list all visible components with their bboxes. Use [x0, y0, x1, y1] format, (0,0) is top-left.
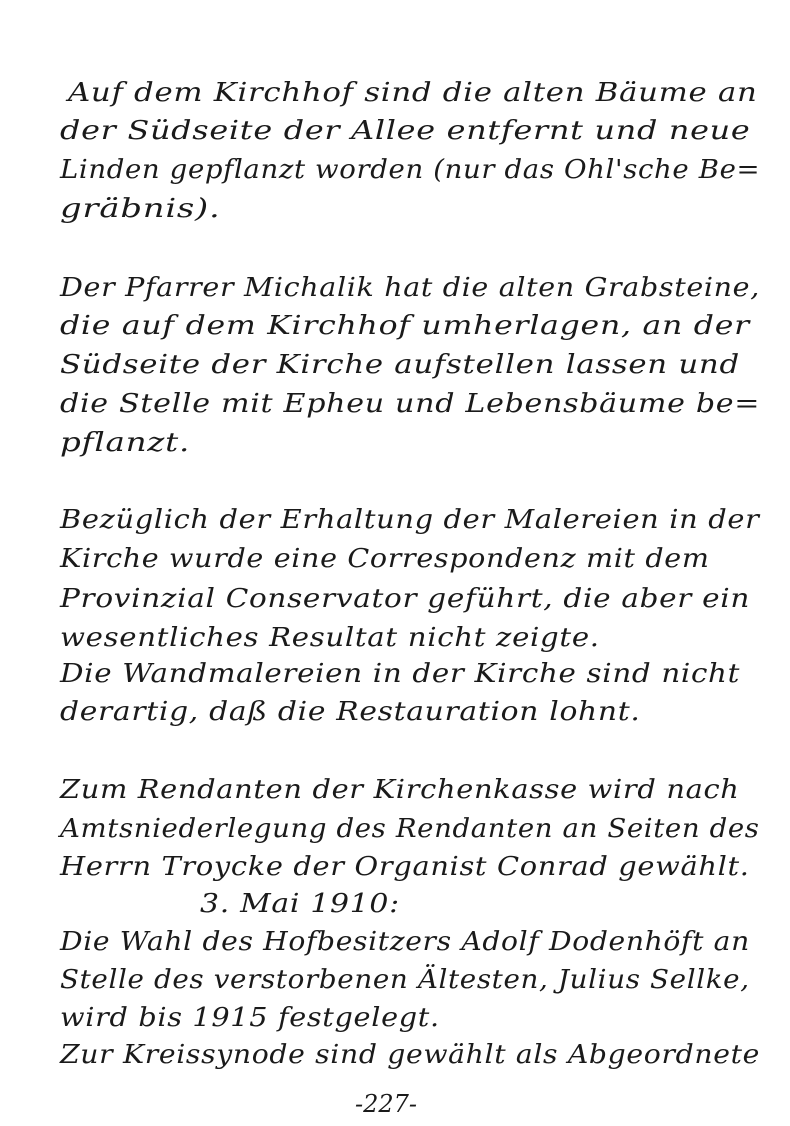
text-line: Südseite der Kirche aufstellen lassen und: [60, 350, 740, 380]
page-number: -227-: [355, 1090, 418, 1118]
text-line: der Südseite der Allee entfernt und neue: [60, 116, 751, 146]
text-line: wesentliches Resultat nicht zeigte.: [60, 623, 600, 653]
text-line: die auf dem Kirchhof umherlagen, an der: [60, 311, 750, 341]
text-line: 3. Mai 1910:: [200, 889, 400, 919]
text-line: Der Pfarrer Michalik hat die alten Grabsteine,: [60, 273, 760, 303]
text-line: wird bis 1915 festgelegt.: [60, 1003, 440, 1033]
text-line: Kirche wurde eine Correspondenz mit dem: [60, 544, 710, 574]
text-line: pflanzt.: [60, 428, 191, 458]
text-line: Auf dem Kirchhof sind die alten Bäume an: [68, 78, 758, 108]
text-line: Amtsniederlegung des Rendanten an Seiten des: [60, 814, 760, 844]
text-line: Herrn Troycke der Organist Conrad gewählt.: [60, 852, 750, 882]
text-line: Linden gepflanzt worden (nur das Ohl'sche Be=: [60, 155, 761, 185]
text-line: Provinzial Conservator geführt, die aber ein: [60, 584, 751, 614]
text-line: derartig, daß die Restauration lohnt.: [60, 697, 641, 727]
text-line: Zum Rendanten der Kirchenkasse wird nach: [60, 775, 740, 805]
text-line: Die Wahl des Hofbesitzers Adolf Dodenhöft an: [60, 927, 750, 957]
text-line: die Stelle mit Epheu und Lebensbäume be=: [60, 389, 761, 419]
text-line: Die Wandmalereien in der Kirche sind nicht: [60, 659, 741, 689]
text-line: gräbnis).: [60, 194, 221, 224]
text-line: Bezüglich der Erhaltung der Malereien in der: [60, 505, 760, 535]
text-line: Zur Kreissynode sind gewählt als Abgeordnete: [60, 1040, 760, 1070]
text-line: Stelle des verstorbenen Ältesten, Julius Sellke,: [60, 965, 750, 995]
